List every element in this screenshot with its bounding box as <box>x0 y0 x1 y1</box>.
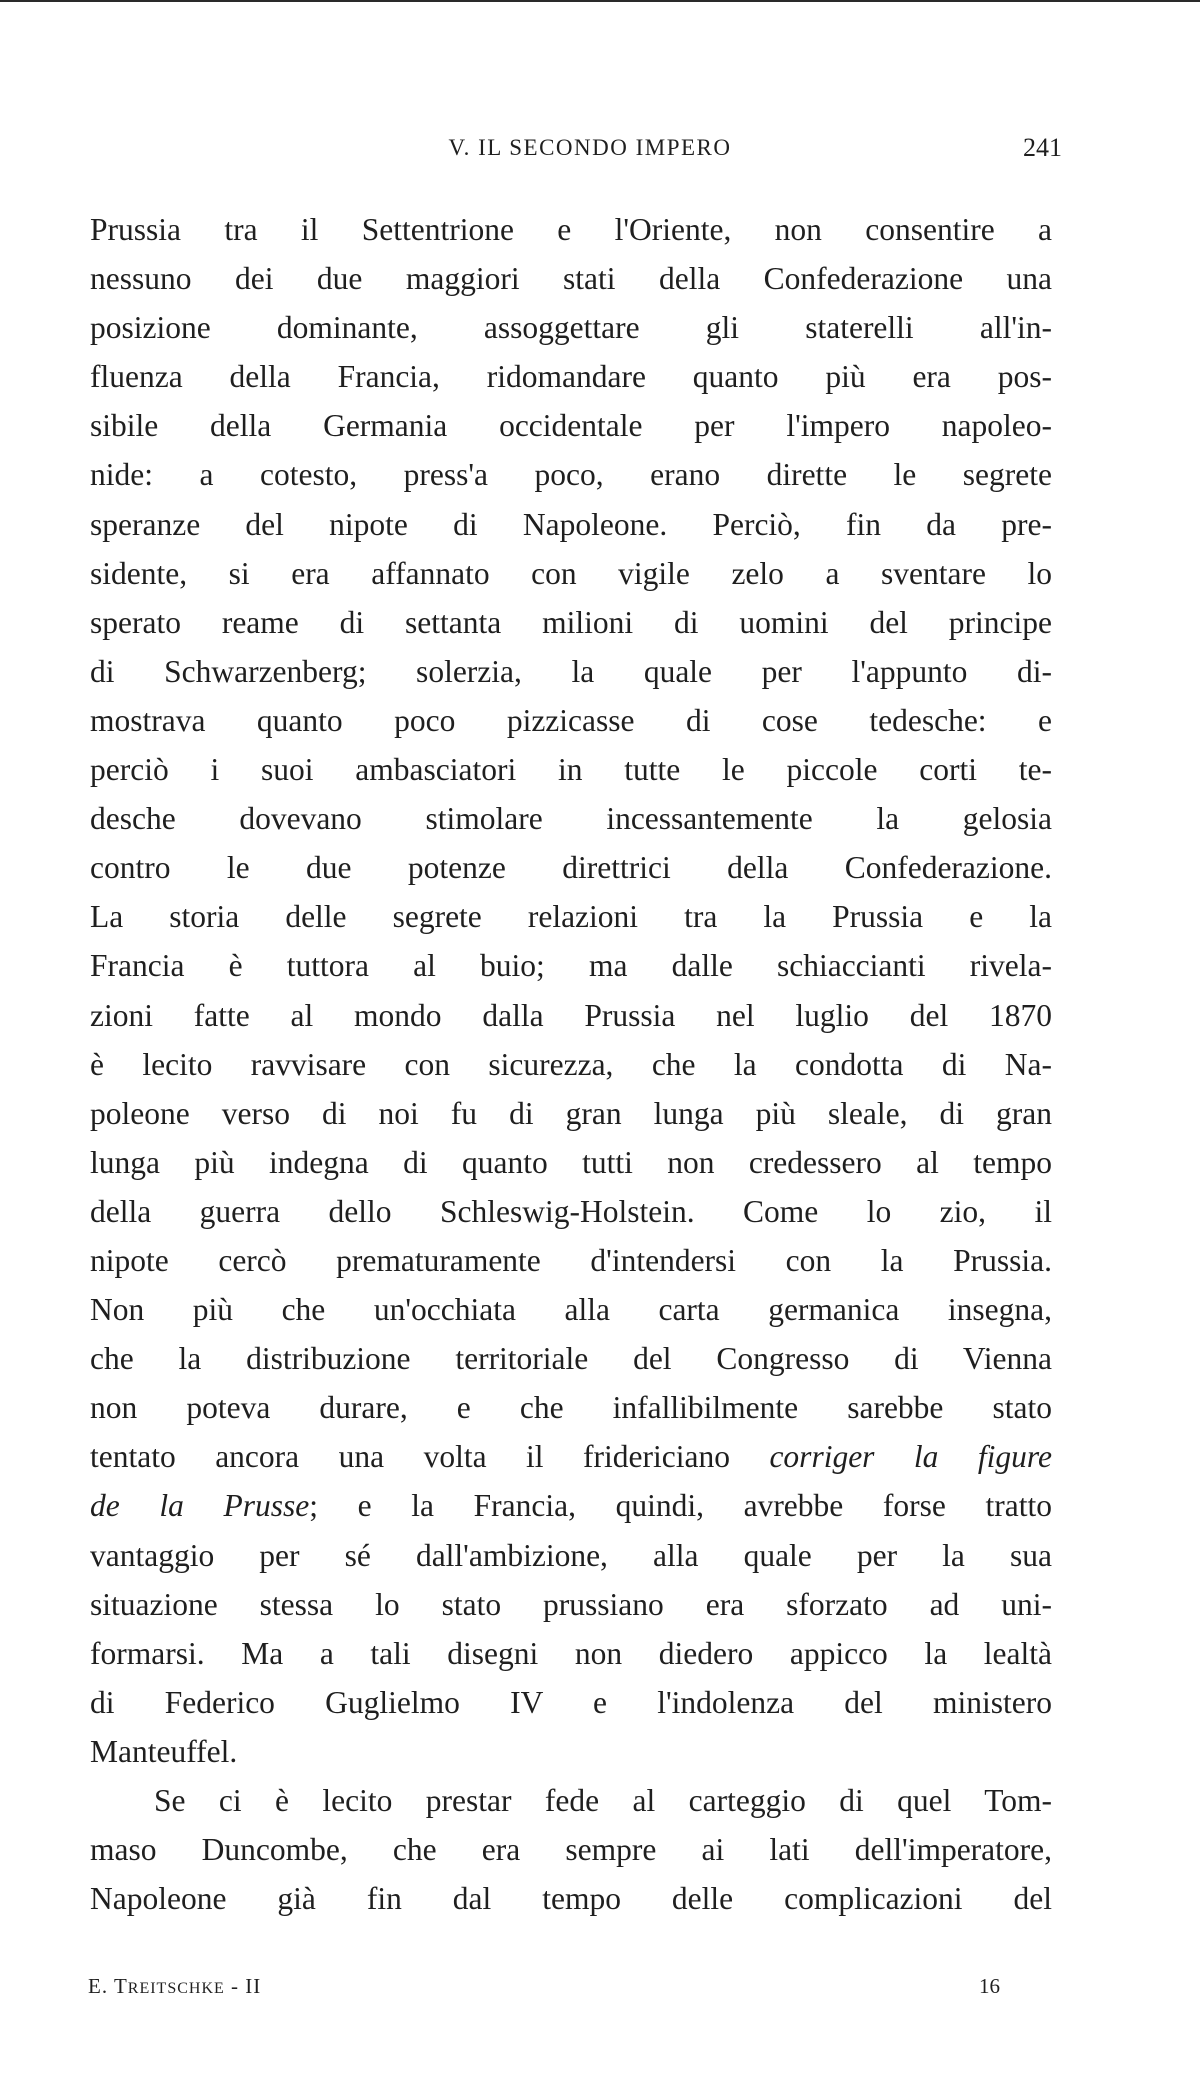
page-number: 241 <box>1023 133 1062 162</box>
text-line-7: speranze del nipote di Napoleone. Perciò, fin da pre- <box>90 506 1052 542</box>
text-line-16: Francia è tuttora al buio; ma dalle schiaccianti rivela- <box>90 948 1052 984</box>
text-line-32: Manteuffel. <box>90 1733 238 1769</box>
text-line-28: vantaggio per sé dall'ambizione, alla quale per la sua <box>90 1537 1052 1573</box>
top-edge-rule <box>0 0 1200 2</box>
text-line-22: nipote cercò prematuramente d'intendersi con la Prussia. <box>90 1242 1052 1278</box>
text-line-26 <box>90 1432 1052 1481</box>
text-line-4: fluenza della Francia, ridomandare quanto più era pos- <box>90 359 1052 395</box>
text-line-21: della guerra dello Schleswig-Holstein. Come lo zio, il <box>90 1193 1052 1229</box>
sheet-number: 16 <box>979 1974 1000 1998</box>
text-line-3: posizione dominante, assoggettare gli staterelli all'in- <box>90 310 1052 346</box>
text-line-8: sidente, si era affannato con vigile zelo a sventare lo <box>90 555 1052 591</box>
text-line-24: che la distribuzione territoriale del Congresso di Vienna <box>90 1341 1052 1377</box>
chapter-title: V. IL SECONDO IMPERO <box>448 135 732 160</box>
text-line-15: La storia delle segrete relazioni tra la Prussia e la <box>90 899 1052 935</box>
text-line-33: Se ci è lecito prestar fede al carteggio di quel Tom- <box>154 1783 1052 1818</box>
text-line-10: di Schwarzenberg; solerzia, la quale per l'appunto di- <box>90 653 1052 689</box>
text-line-35: Napoleone già fin dal tempo delle complicazioni del <box>90 1881 1052 1917</box>
text-line-30: formarsi. Ma a tali disegni non diedero appicco la lealtà <box>90 1635 1052 1671</box>
text-line-11: mostrava quanto poco pizzicasse di cose tedesche: e <box>90 702 1052 738</box>
text-line-12: perciò i suoi ambasciatori in tutte le piccole corti te- <box>90 752 1052 788</box>
text-line-9: sperato reame di settanta milioni di uomini del principe <box>90 604 1052 640</box>
text-line-27 <box>90 1481 1052 1530</box>
page-footer <box>88 1968 1028 2004</box>
italic-phrase-a: corriger la figure <box>769 1439 1052 1475</box>
text-line-26-roman: tentato ancora una volta il fridericiano <box>90 1439 730 1475</box>
text-line-20: lunga più indegna di quanto tutti non credessero al tempo <box>90 1144 1052 1180</box>
text-line-2: nessuno dei due maggiori stati della Confederazione una <box>90 261 1052 297</box>
text-line-5: sibile della Germania occidentale per l'impero napoleo- <box>90 408 1052 444</box>
signature-volume: - II <box>224 1974 262 1998</box>
text-line-34: maso Duncombe, che era sempre ai lati dell'imperatore, <box>90 1832 1052 1868</box>
text-line-29: situazione stessa lo stato prussiano era sforzato ad uni- <box>90 1586 1052 1622</box>
text-line-31: di Federico Guglielmo IV e l'indolenza del ministero <box>90 1684 1052 1720</box>
text-line-17: zioni fatte al mondo dalla Prussia nel luglio del 1870 <box>90 997 1052 1033</box>
text-line-18: è lecito ravvisare con sicurezza, che la condotta di Na- <box>90 1046 1052 1082</box>
text-line-19: poleone verso di noi fu di gran lunga più sleale, di gran <box>90 1095 1052 1131</box>
text-line-1: Prussia tra il Settentrione e l'Oriente, non consentire a <box>90 212 1052 247</box>
text-line-13: desche dovevano stimolare incessantemente la gelosia <box>90 801 1052 837</box>
text-line-14: contro le due potenze direttrici della Confederazione. <box>90 850 1052 886</box>
text-line-23: Non più che un'occhiata alla carta germanica insegna, <box>90 1292 1052 1328</box>
text-line-25: non poteva durare, e che infallibilmente sarebbe stato <box>90 1390 1052 1426</box>
italic-phrase-b: de la Prusse <box>90 1488 310 1524</box>
text-line-6: nide: a cotesto, press'a poco, erano dirette le segrete <box>90 457 1052 493</box>
signature-mark <box>88 1968 261 2007</box>
signature-initial: E. T <box>88 1974 128 1998</box>
text-line-27-roman: ; e la Francia, quindi, avrebbe forse tratto <box>309 1488 1052 1524</box>
signature-surname: REITSCHKE <box>127 1980 225 1997</box>
running-head <box>90 128 1090 168</box>
text-body <box>90 205 1052 1923</box>
